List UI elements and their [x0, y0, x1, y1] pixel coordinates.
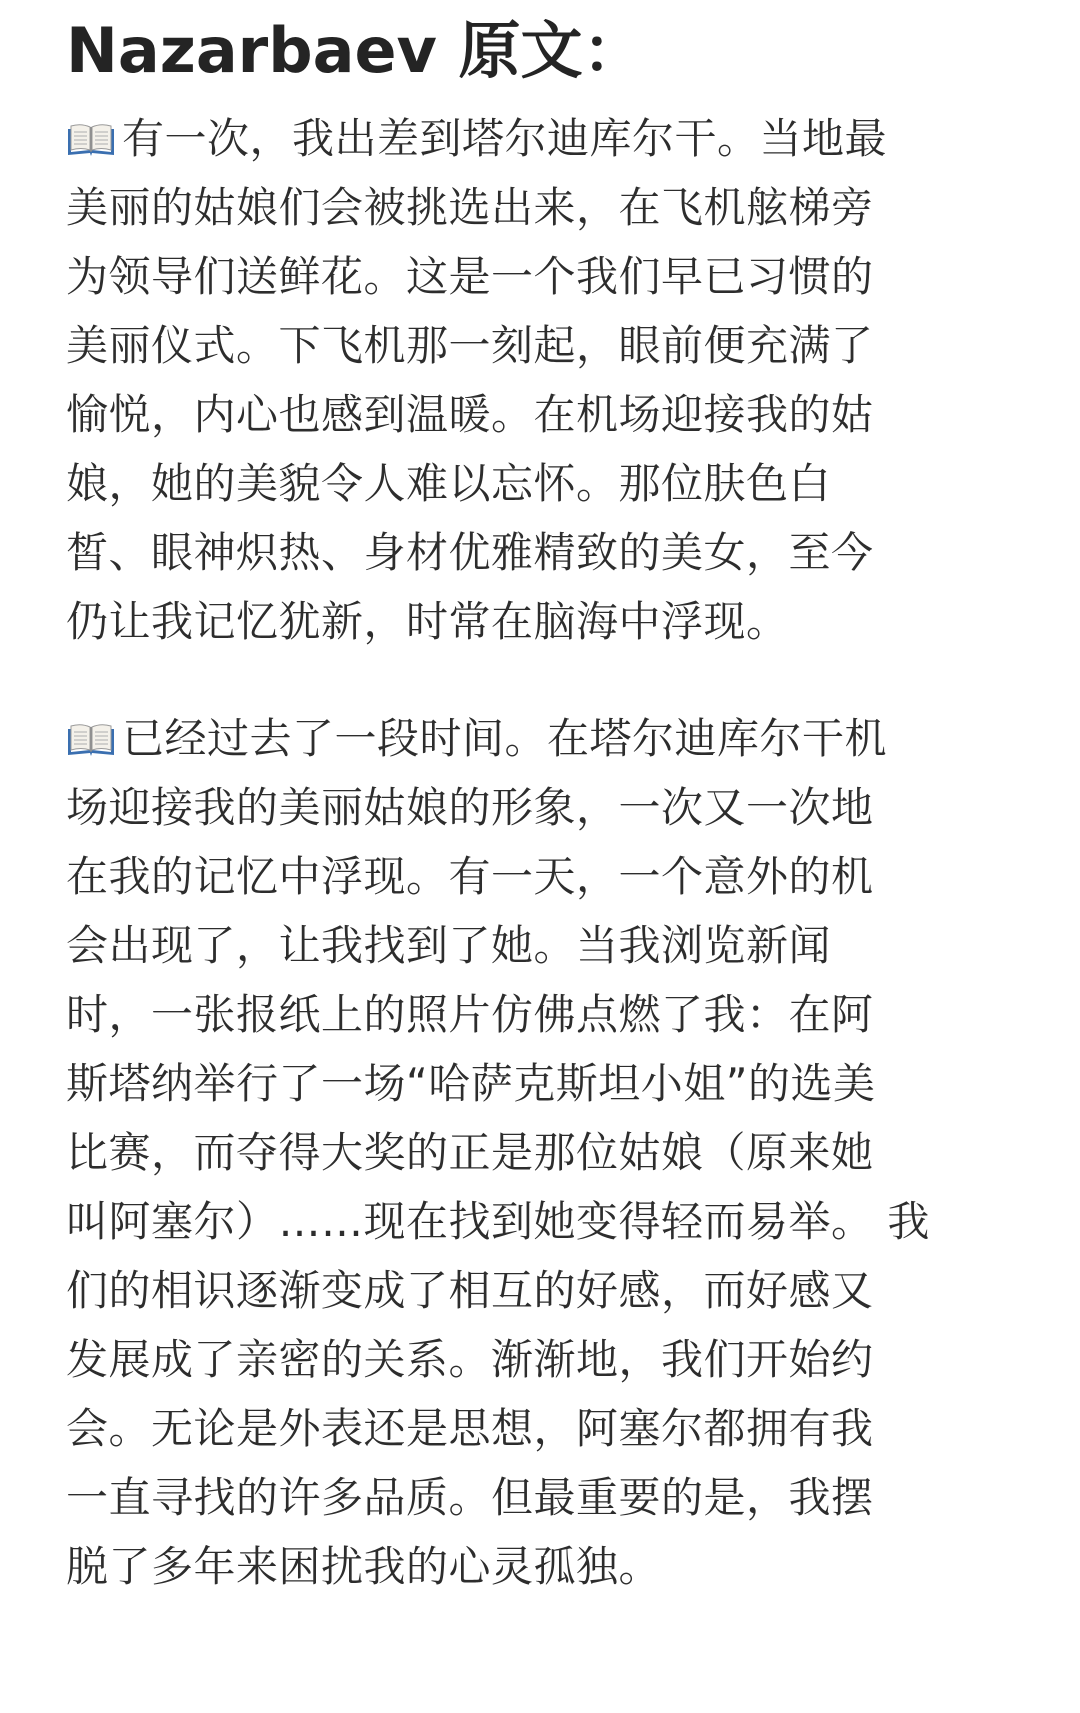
paragraph-2	[66, 704, 930, 1601]
open-book-icon	[66, 723, 116, 757]
paragraph-line: 皙、眼神炽热、身材优雅精致的美女，至今	[66, 528, 874, 577]
page-title: Nazarbaev 原文：	[66, 14, 645, 87]
paragraph-line: 比赛，而夺得大奖的正是那位姑娘（原来她	[66, 1128, 874, 1177]
paragraph-line: 娘，她的美貌令人难以忘怀。那位肤色白	[66, 459, 832, 508]
paragraph-line: 会出现了，让我找到了她。当我浏览新闻	[66, 921, 832, 970]
paragraph-line: 场迎接我的美丽姑娘的形象，一次又一次地	[66, 783, 874, 832]
paragraph-line: 发展成了亲密的关系。渐渐地，我们开始约	[66, 1335, 874, 1384]
paragraph-line: 一直寻找的许多品质。但最重要的是，我摆	[66, 1473, 874, 1522]
paragraph-line: 会。无论是外表还是思想，阿塞尔都拥有我	[66, 1404, 874, 1453]
paragraph-line: 愉悦，内心也感到温暖。在机场迎接我的姑	[66, 390, 874, 439]
paragraph-line: 为领导们送鲜花。这是一个我们早已习惯的	[66, 252, 874, 301]
paragraph-line: 时，一张报纸上的照片仿佛点燃了我：在阿	[66, 990, 874, 1039]
paragraph-line: 美丽仪式。下飞机那一刻起，眼前便充满了	[66, 321, 874, 370]
paragraph-line: 脱了多年来困扰我的心灵孤独。	[66, 1542, 662, 1591]
paragraph-1	[66, 104, 916, 656]
paragraph-line: 已经过去了一段时间。在塔尔迪库尔干机	[66, 704, 916, 773]
paragraph-line: 仍让我记忆犹新，时常在脑海中浮现。	[66, 597, 789, 646]
open-book-icon	[66, 123, 116, 157]
paragraph-line: 在我的记忆中浮现。有一天，一个意外的机	[66, 852, 874, 901]
paragraph-line: 叫阿塞尔）……现在找到她变得轻而易举。 我	[66, 1197, 930, 1246]
paragraph-line: 斯塔纳举行了一场“哈萨克斯坦小姐”的选美	[66, 1059, 876, 1108]
paragraph-line: 们的相识逐渐变成了相互的好感，而好感又	[66, 1266, 874, 1315]
paragraph-line: 美丽的姑娘们会被挑选出来，在飞机舷梯旁	[66, 183, 874, 232]
paragraph-line: 有一次，我出差到塔尔迪库尔干。当地最	[66, 104, 916, 173]
